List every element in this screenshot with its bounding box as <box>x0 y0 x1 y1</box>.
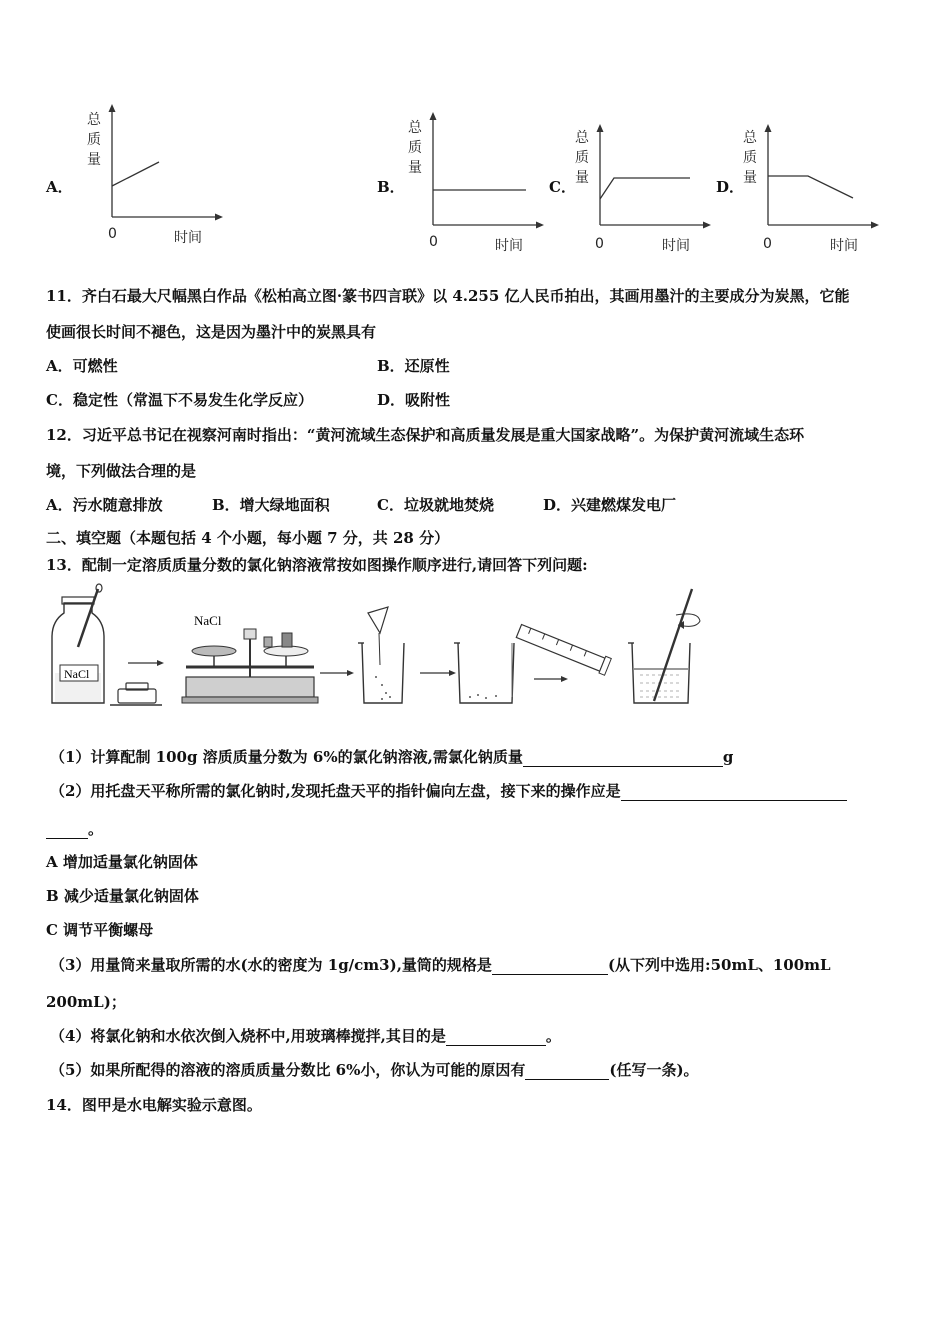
q13-part5-tail: (任写一条)。 <box>609 1061 699 1079</box>
q13-choice-a: A 增加适量氯化钠固体 <box>46 853 198 871</box>
graph-b-origin: 0 <box>429 234 438 250</box>
q13-stem: 13．配制一定溶质质量分数的氯化钠溶液常按如图操作顺序进行,请回答下列问题: <box>46 556 588 574</box>
q12-option-d: D．兴建燃煤发电厂 <box>543 496 677 514</box>
graph-d-curve <box>768 176 853 198</box>
graph-a-y-label-2: 质 <box>87 132 101 148</box>
graph-option-a <box>84 104 234 248</box>
graph-option-c <box>572 124 722 268</box>
q12-stem-line2: 境，下列做法合理的是 <box>46 462 197 480</box>
graph-option-d-letter: D． <box>716 178 745 196</box>
q13-part2-text: （2）用托盘天平称所需的氯化钠时,发现托盘天平的指针偏向左盘，接下来的操作应是 <box>50 782 621 800</box>
graph-c-svg <box>572 124 722 264</box>
graph-c-y-label-3: 量 <box>575 170 589 186</box>
graph-a-x-label: 时间 <box>174 230 202 246</box>
beaker-pouring-water <box>454 623 611 703</box>
graph-c-x-label: 时间 <box>662 238 690 254</box>
graph-d-x-label: 时间 <box>830 238 858 254</box>
graph-option-b <box>405 112 555 256</box>
graph-a-curve <box>112 162 159 186</box>
q13-part2 <box>50 781 847 801</box>
q11-stem-line2: 使画很长时间不褪色，这是因为墨汁中的炭黑具有 <box>46 323 377 341</box>
graph-b-y-label-2: 质 <box>408 140 422 156</box>
q13-part2-end: 。 <box>88 820 104 838</box>
graph-d-y-label-2: 质 <box>743 150 757 166</box>
q13-part5-text: （5）如果所配得的溶液的溶质质量分数比 6%小，你认为可能的原因有 <box>50 1061 526 1079</box>
arrow-3 <box>420 670 456 676</box>
q11-option-a: A．可燃性 <box>46 357 118 375</box>
q13-part3-answer-blank[interactable] <box>492 958 608 975</box>
graph-b-x-arrow <box>536 222 544 229</box>
graph-c-y-label-1: 总 <box>575 130 589 146</box>
bottle-label: NaCl <box>64 667 90 681</box>
graph-a-y-label-3: 量 <box>87 152 101 168</box>
graph-c-x-arrow <box>703 222 711 229</box>
graph-d-y-label-3: 量 <box>743 170 757 186</box>
q13-part4 <box>50 1026 561 1046</box>
graph-c-y-arrow <box>597 124 604 132</box>
q13-part1-unit: g <box>722 748 734 766</box>
q13-part4-answer-blank[interactable] <box>446 1029 546 1046</box>
graph-d-y-arrow <box>765 124 772 132</box>
section-heading: 二、填空题（本题包括 4 个小题，每小题 7 分，共 28 分） <box>46 529 450 547</box>
q13-part5 <box>50 1060 699 1080</box>
q13-part1-answer-blank[interactable] <box>523 750 723 767</box>
beaker-stirring <box>628 589 700 703</box>
bottle-stopper <box>110 683 162 705</box>
graph-d-x-arrow <box>871 222 879 229</box>
q13-part4-text: （4）将氯化钠和水依次倒入烧杯中,用玻璃棒搅拌,其目的是 <box>50 1027 446 1045</box>
q13-part4-end: 。 <box>545 1027 561 1045</box>
q13-part3-text: （3）用量筒来量取所需的水(水的密度为 1g/cm3),量筒的规格是 <box>50 956 492 974</box>
q13-part2-line2 <box>46 819 103 839</box>
q13-choice-b: B 减少适量氯化钠固体 <box>46 887 199 905</box>
q11-option-c: C．稳定性（常温下不易发生化学反应） <box>46 391 313 409</box>
reagent-bottle <box>52 584 104 703</box>
q11-option-d: D．吸附性 <box>377 391 451 409</box>
arrow-2 <box>320 670 354 676</box>
q13-part5-answer-blank[interactable] <box>525 1063 609 1080</box>
graph-c-y-label-2: 质 <box>575 150 589 166</box>
graph-b-y-label-3: 量 <box>408 160 422 176</box>
q13-choice-c: C 调节平衡螺母 <box>46 921 154 939</box>
graph-a-x-arrow <box>215 214 223 221</box>
graph-option-a-letter: A． <box>46 178 73 196</box>
q12-option-b: B．增大绿地面积 <box>212 496 330 514</box>
arrow-1 <box>128 660 164 666</box>
q11-option-b: B．还原性 <box>377 357 450 375</box>
q13-part3-tail: (从下列中选用:50mL、100mL <box>607 956 831 974</box>
q13-part1-text: （1）计算配制 100g 溶质质量分数为 6%的氯化钠溶液,需氯化钠质量 <box>50 748 523 766</box>
graph-c-origin: 0 <box>595 236 604 252</box>
q13-part2-answer-blank-cont[interactable] <box>46 822 88 839</box>
q13-part2-answer-blank[interactable] <box>621 784 847 801</box>
graph-a-y-label-1: 总 <box>87 112 101 128</box>
graduated-cylinder <box>516 623 612 676</box>
q13-part1 <box>50 747 733 767</box>
balance-label: NaCl <box>194 613 222 628</box>
graph-option-b-letter: B． <box>377 178 405 196</box>
graph-a-svg <box>84 104 234 244</box>
balance <box>182 613 318 703</box>
graph-a-origin: 0 <box>108 226 117 242</box>
graph-option-d <box>740 124 890 268</box>
q12-stem-line1: 12．习近平总书记在视察河南时指出：“黄河流域生态保护和高质量发展是重大国家战略”。为保护黄河流域生态环 <box>46 426 805 444</box>
q14-stem: 14．图甲是水电解实验示意图。 <box>46 1096 262 1114</box>
lab-procedure-figure <box>46 585 726 714</box>
graph-b-y-arrow <box>430 112 437 120</box>
arrow-4 <box>534 676 568 682</box>
graph-b-svg <box>405 112 555 252</box>
lab-svg <box>46 585 726 710</box>
q13-part3 <box>50 955 831 975</box>
graph-option-c-letter: C． <box>549 178 576 196</box>
q11-stem-line1: 11．齐白石最大尺幅黑白作品《松柏高立图·篆书四言联》以 4.255 亿人民币拍出，其画用墨汁的主要成分为炭黑，它能 <box>46 287 850 305</box>
graph-d-origin: 0 <box>763 236 772 252</box>
graph-a-y-arrow <box>109 104 116 112</box>
graph-c-curve <box>600 178 690 199</box>
q12-option-a: A．污水随意排放 <box>46 496 163 514</box>
graph-d-svg <box>740 124 890 264</box>
graph-d-y-label-1: 总 <box>743 130 757 146</box>
graph-b-x-label: 时间 <box>495 238 523 254</box>
q13-part3-line2: 200mL)； <box>46 993 126 1011</box>
beaker-with-funnel <box>358 607 404 703</box>
q12-option-c: C．垃圾就地焚烧 <box>377 496 494 514</box>
graph-b-y-label-1: 总 <box>408 120 422 136</box>
